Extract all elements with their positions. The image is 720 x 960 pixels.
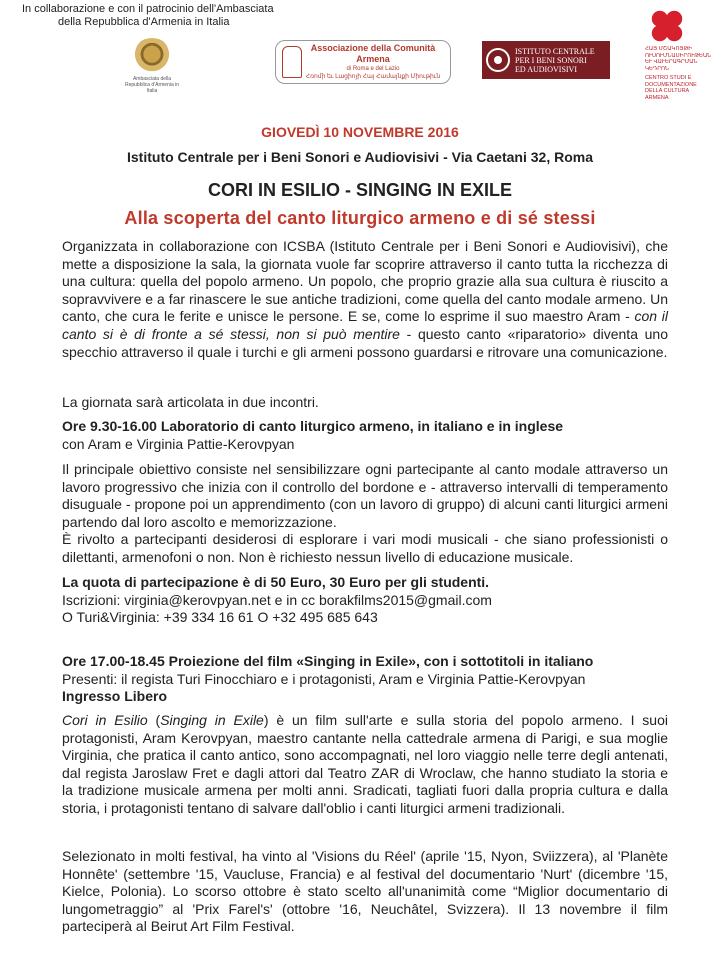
- icbsa-logo-line-1: ISTITUTO CENTRALE: [515, 46, 595, 56]
- patronage-line-2: della Repubblica d'Armenia in Italia: [58, 16, 230, 28]
- icbsa-logo-line-3: ED AUDIOVISIVI: [515, 64, 577, 74]
- assoc-logo-line-3: Հռոմի եւ Լացիոյի Հայ Համայնքի Միութիւն: [305, 74, 441, 80]
- flower-icon: [649, 8, 685, 44]
- eye-icon: [486, 48, 510, 72]
- intro-quote: con il canto si è di fronte a sé stessi, non si può mentire: [62, 308, 668, 342]
- centro-logo-italian: CENTRO STUDI E DOCUMENTAZIONE DELLA CULTURA ARMENA: [645, 75, 697, 101]
- assoc-logo-line-1: Associazione della Comunità Armena: [310, 43, 436, 64]
- event-venue: Istituto Centrale per i Beni Sonori e Audiovisivi - Via Caetani 32, Roma: [127, 149, 593, 165]
- session-2-present: Presenti: il regista Turi Finocchiaro e i protagonisti, Aram e Virginia Pattie-Kerovpyan: [62, 670, 586, 687]
- event-date: GIOVEDÌ 10 NOVEMBRE 2016: [261, 124, 459, 140]
- centro-logo-armenian: ՀԱՅ ՄՇԱԿՈՅԹԻ ՈՒՍՈՒՄՆԱՍԻՐՈՒԹԵԱՆ ԵՒ ՎԱՒԵՐԱԳՐՄԱՆ ԿԵԴՐՈՆ: [645, 46, 712, 72]
- event-title: CORI IN ESILIO - SINGING IN EXILE: [207, 180, 513, 200]
- icbsa-logo: [482, 41, 610, 79]
- armenia-coat-of-arms-icon: [132, 38, 172, 74]
- session-2-entry: Ingresso Libero: [62, 688, 168, 705]
- session-1-registration-emails: Iscrizioni: virginia@kerovpyan.net e in cc borakfilms2015@gmail.com: [62, 591, 492, 608]
- assoc-logo-line-2: di Roma e del Lazio: [346, 66, 400, 72]
- film-paren: (: [147, 712, 161, 728]
- film-festivals: Selezionato in molti festival, ha vinto al 'Visions du Réel' (aprile '15, Nyon, Sviizzera), al 'Planète Honnête' (settembre '15, Vaucluse, Francia) e al festival del documentario 'Nurt' (dicembre '15, Kielce, Polonia). Lo scorso ottobre è stato scelto all'unanimità come “Miglior documentario di lungometraggio” al 'Prix Farel's' (ottobre '16, Neuchâtel, Svizzera). Il 13 novembre il film parteciperà al Beirut Art Film Festival.: [62, 848, 668, 935]
- session-2-header: [62, 653, 668, 706]
- film-description-text: ) è un film sull'arte e sulla storia del popolo armeno. I suoi protagonisti, Aram Kerovpyan, maestro cantante nella cattedrale armena di Parigi, e sua moglie Virginia, che pratica il canto antico, sono accompagnati, nel loro viaggio nelle terre degli antenati, dal regista Jaroslaw Fret e dagli attori dal Teatro ZAR di Wroclaw, che hanno studiato la storia e la tradizione musicale armena per molti anni. Sradicati, tagliati fuori dalla propria cultura e dalla storia, i protagonisti tentano di salvare dall'oblio i canti liturgici armeni tradizionali.: [62, 712, 668, 816]
- armenia-logo-caption: Ambasciata della Repubblica d'Armenia in Italia: [124, 76, 180, 94]
- session-1-fee: La quota di partecipazione è di 50 Euro, 30 Euro per gli studenti.: [62, 574, 490, 590]
- session-1-body-1: Il principale obiettivo consiste nel sensibilizzare ogni partecipante al canto modale attraverso un lavoro progressivo che inizia con il controllo del bordone e - attraverso intervalli di temperamento disuguale - propone poi un apprendimento (con un lavoro di gruppo) di alcuni canti liturgici armeni partendo dal loro ascolto e memorizzazione.: [62, 461, 668, 530]
- armenian-community-association-logo: [275, 40, 451, 84]
- session-1-with: con Aram e Virginia Pattie-Kerovpyan: [62, 435, 295, 452]
- event-subtitle: Alla scoperta del canto liturgico armeno e di sé stessi: [124, 208, 596, 228]
- intro-paragraph: [62, 238, 668, 361]
- icbsa-logo-line-2: PER I BENI SONORI: [515, 55, 587, 65]
- armenia-embassy-logo: [124, 38, 180, 94]
- session-1-heading: Ore 9.30-16.00 Laboratorio di canto liturgico armeno, in italiano e in inglese: [62, 418, 564, 434]
- centro-studi-logo: [645, 8, 712, 118]
- film-title-italian: Cori in Esilio: [62, 712, 148, 728]
- session-1-description: [62, 461, 668, 567]
- church-icon: [282, 46, 302, 78]
- patronage-line-1: In collaborazione e con il patrocinio dell'Ambasciata: [22, 3, 274, 15]
- session-1-registration: [62, 574, 668, 627]
- session-1-phones: O Turi&Virginia: +39 334 16 61 O +32 495 685 643: [62, 609, 378, 626]
- intro-text-a: Organizzata in collaborazione con ICSBA (Istituto Centrale per i Beni Sonori e Audiovisivi), che mette a disposizione la sala, la giornata vuole far scoprire attraverso il canto tutta la ricchezza di una cultura: quella del popolo armeno. Un popolo, che proprio grazie alla sua cultura è riuscito a sopravvivere e a far rinascere le sue antiche tradizioni, come quella del canto modale armeno. Un canto, che cura le ferite e unisce le persone. E se, come lo esprime il suo maestro Aram -: [62, 238, 668, 325]
- session-2-heading: Ore 17.00-18.45 Proiezione del film «Singing in Exile», con i sottotitoli in italiano: [62, 653, 594, 669]
- intro-text-b: - questo canto «riparatorio» diventa uno specchio attraverso il quale i turchi e gli armeni possono guardarsi e ritrovare una comunicazione.: [62, 325, 669, 360]
- session-1-header: [62, 418, 668, 453]
- film-title-english: Singing in Exile: [160, 712, 264, 728]
- agenda-line: La giornata sarà articolata in due incontri.: [62, 394, 319, 410]
- session-1-body-2: È rivolto a partecipanti desiderosi di esplorare i vari modi musicali - che siano professionisti o dilettanti, armenofoni o non. Non è richiesto nessun livello di educazione musicale.: [62, 531, 668, 565]
- film-description: [62, 712, 668, 818]
- patronage-note: [22, 3, 274, 29]
